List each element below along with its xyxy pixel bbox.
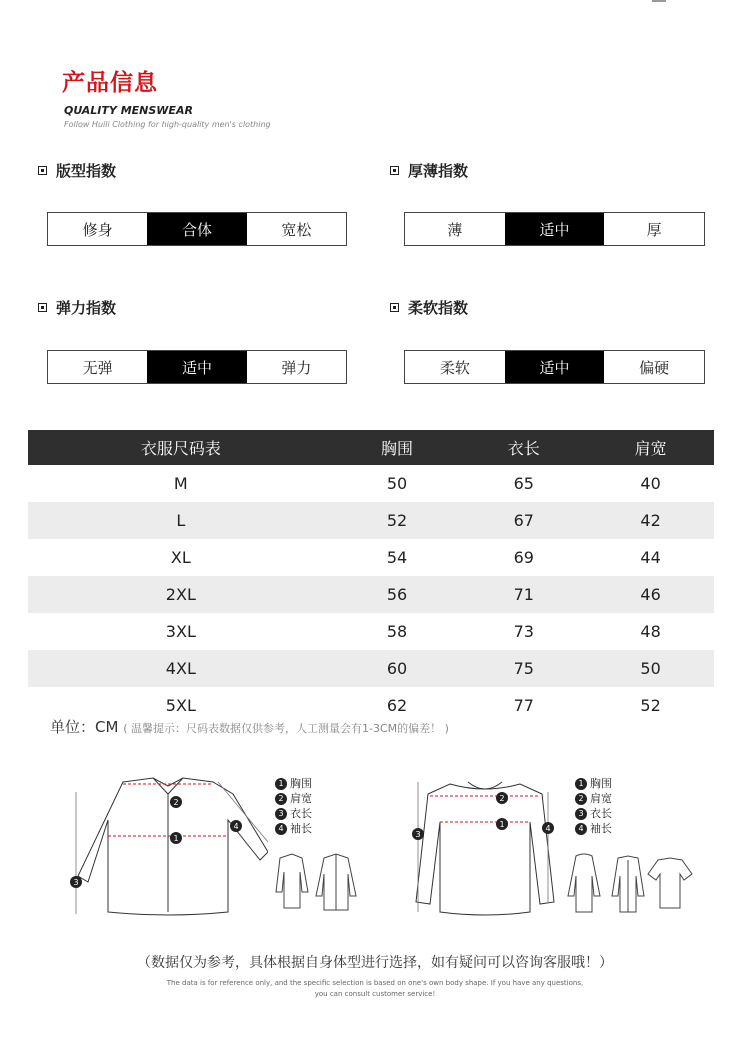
- legend-num: 4: [275, 823, 287, 835]
- sweater-icons: [566, 852, 696, 916]
- chest-cell: 54: [386, 548, 408, 567]
- fit-index-title: 版型指数: [56, 162, 117, 180]
- size-chart-header-row: [28, 430, 714, 465]
- table-row: [28, 576, 714, 613]
- elasticity-option-stretch: 弹力: [281, 358, 312, 377]
- shoulder-header: 肩宽: [587, 430, 714, 465]
- length-header: 衣长: [460, 430, 587, 465]
- chest-cell: 52: [334, 502, 461, 539]
- chest-cell: 58: [386, 622, 408, 641]
- shoulder-cell: 50: [587, 650, 714, 687]
- softness-index-scale: [404, 350, 705, 384]
- legend-item: [575, 791, 612, 806]
- fit-index-label: [38, 160, 116, 181]
- footer-note-cn: （数据仅为参考，具体根据自身体型进行选择，如有疑问可以咨询客服哦！）: [137, 955, 613, 971]
- fit-index-scale: [47, 212, 347, 246]
- chest-cell: 60: [334, 650, 461, 687]
- fit-option-regular: 合体: [147, 213, 246, 245]
- size-chart-table: [28, 430, 714, 724]
- footer-note-en-line1: The data is for reference only, and the specific selection is based on one's own body shape. If you have any questions,: [166, 979, 584, 987]
- softness-option-medium: 适中: [505, 351, 605, 383]
- chest-header: 胸围: [334, 430, 461, 465]
- shoulder-cell: 48: [640, 622, 661, 641]
- svg-text:1: 1: [499, 820, 505, 829]
- shirt-measurement-illustration: [68, 772, 268, 922]
- legend-text: 袖长: [590, 822, 612, 835]
- chest-cell: 50: [386, 474, 408, 493]
- svg-text:4: 4: [545, 824, 551, 833]
- legend-item: [575, 806, 612, 821]
- size-cell: 4XL: [28, 650, 334, 687]
- size-cell: M: [173, 474, 188, 493]
- footer-note-en: [0, 978, 750, 1000]
- section-subtitle: Follow Huili Clothing for high-quality men's clothing: [64, 120, 271, 129]
- size-cell: 2XL: [28, 576, 334, 613]
- legend-item: [275, 806, 312, 821]
- legend-text: 胸围: [290, 777, 312, 790]
- legend-num: 4: [575, 823, 587, 835]
- sweater-measurement-illustration: [410, 772, 560, 922]
- legend-text: 肩宽: [590, 792, 612, 805]
- softness-index-title: 柔软指数: [408, 299, 469, 317]
- length-cell: 69: [513, 548, 534, 567]
- unit-note: [50, 716, 449, 737]
- legend-text: 袖长: [290, 822, 312, 835]
- footer-note-en-line2: you can consult customer service!: [314, 990, 436, 998]
- legend-left: [275, 776, 312, 836]
- svg-text:2: 2: [499, 794, 505, 803]
- fit-option-loose: 宽松: [281, 220, 312, 239]
- bullet-icon: [38, 303, 47, 312]
- elasticity-index-title: 弹力指数: [56, 299, 117, 317]
- svg-text:4: 4: [233, 822, 239, 831]
- bullet-icon: [38, 166, 47, 175]
- softness-option-stiff: 偏硬: [639, 358, 670, 377]
- svg-text:3: 3: [73, 878, 79, 887]
- size-cell: 3XL: [165, 622, 196, 641]
- thickness-index-scale: [404, 212, 705, 246]
- legend-item: [275, 776, 312, 791]
- thickness-option-medium: 适中: [505, 213, 605, 245]
- unit-label: 单位：CM: [50, 718, 119, 736]
- softness-option-soft: 柔软: [439, 358, 470, 377]
- legend-num: 2: [575, 793, 587, 805]
- svg-text:3: 3: [415, 830, 421, 839]
- length-cell: 75: [460, 650, 587, 687]
- elasticity-index-label: [38, 297, 116, 318]
- legend-text: 肩宽: [290, 792, 312, 805]
- size-header: 衣服尺码表: [28, 430, 334, 465]
- shoulder-cell: 40: [640, 474, 661, 493]
- size-cell: 5XL: [165, 696, 196, 715]
- thickness-option-thick: 厚: [646, 220, 662, 239]
- legend-right: [575, 776, 612, 836]
- legend-item: [575, 776, 612, 791]
- shoulder-cell: 46: [587, 576, 714, 613]
- jacket-icons: [272, 852, 364, 912]
- length-cell: 73: [513, 622, 534, 641]
- length-cell: 67: [460, 502, 587, 539]
- legend-num: 3: [575, 808, 587, 820]
- bullet-icon: [390, 166, 399, 175]
- svg-text:1: 1: [173, 834, 179, 843]
- shoulder-cell: 52: [640, 696, 661, 715]
- elasticity-option-medium: 适中: [147, 351, 246, 383]
- legend-num: 2: [275, 793, 287, 805]
- table-row: [28, 650, 714, 687]
- table-row: [28, 502, 714, 539]
- legend-item: [575, 821, 612, 836]
- top-edge-mark: [652, 0, 666, 2]
- section-title-en: QUALITY MENSWEAR: [64, 104, 193, 117]
- length-cell: 71: [460, 576, 587, 613]
- softness-index-label: [390, 297, 468, 318]
- chest-cell: 56: [334, 576, 461, 613]
- legend-text: 衣长: [590, 807, 612, 820]
- table-row: [28, 539, 714, 576]
- fit-option-slim: 修身: [82, 220, 113, 239]
- size-cell: XL: [170, 548, 191, 567]
- length-cell: 77: [513, 696, 534, 715]
- thickness-option-thin: 薄: [447, 220, 463, 239]
- thickness-index-label: [390, 160, 468, 181]
- size-cell: L: [28, 502, 334, 539]
- table-row: [28, 613, 714, 650]
- unit-tip: ( 温馨提示：尺码表数据仅供参考，人工测量会有1-3CM的偏差！ ): [123, 722, 449, 735]
- shoulder-cell: 44: [640, 548, 661, 567]
- svg-text:2: 2: [173, 798, 179, 807]
- legend-num: 1: [575, 778, 587, 790]
- section-title: 产品信息: [62, 70, 158, 96]
- legend-item: [275, 791, 312, 806]
- legend-num: 1: [275, 778, 287, 790]
- chest-cell: 62: [386, 696, 408, 715]
- legend-text: 胸围: [590, 777, 612, 790]
- thickness-index-title: 厚薄指数: [408, 162, 469, 180]
- legend-item: [275, 821, 312, 836]
- bullet-icon: [390, 303, 399, 312]
- legend-num: 3: [275, 808, 287, 820]
- length-cell: 65: [513, 474, 534, 493]
- legend-text: 衣长: [290, 807, 312, 820]
- table-row: [28, 465, 714, 502]
- elasticity-option-none: 无弹: [82, 358, 113, 377]
- elasticity-index-scale: [47, 350, 347, 384]
- shoulder-cell: 42: [587, 502, 714, 539]
